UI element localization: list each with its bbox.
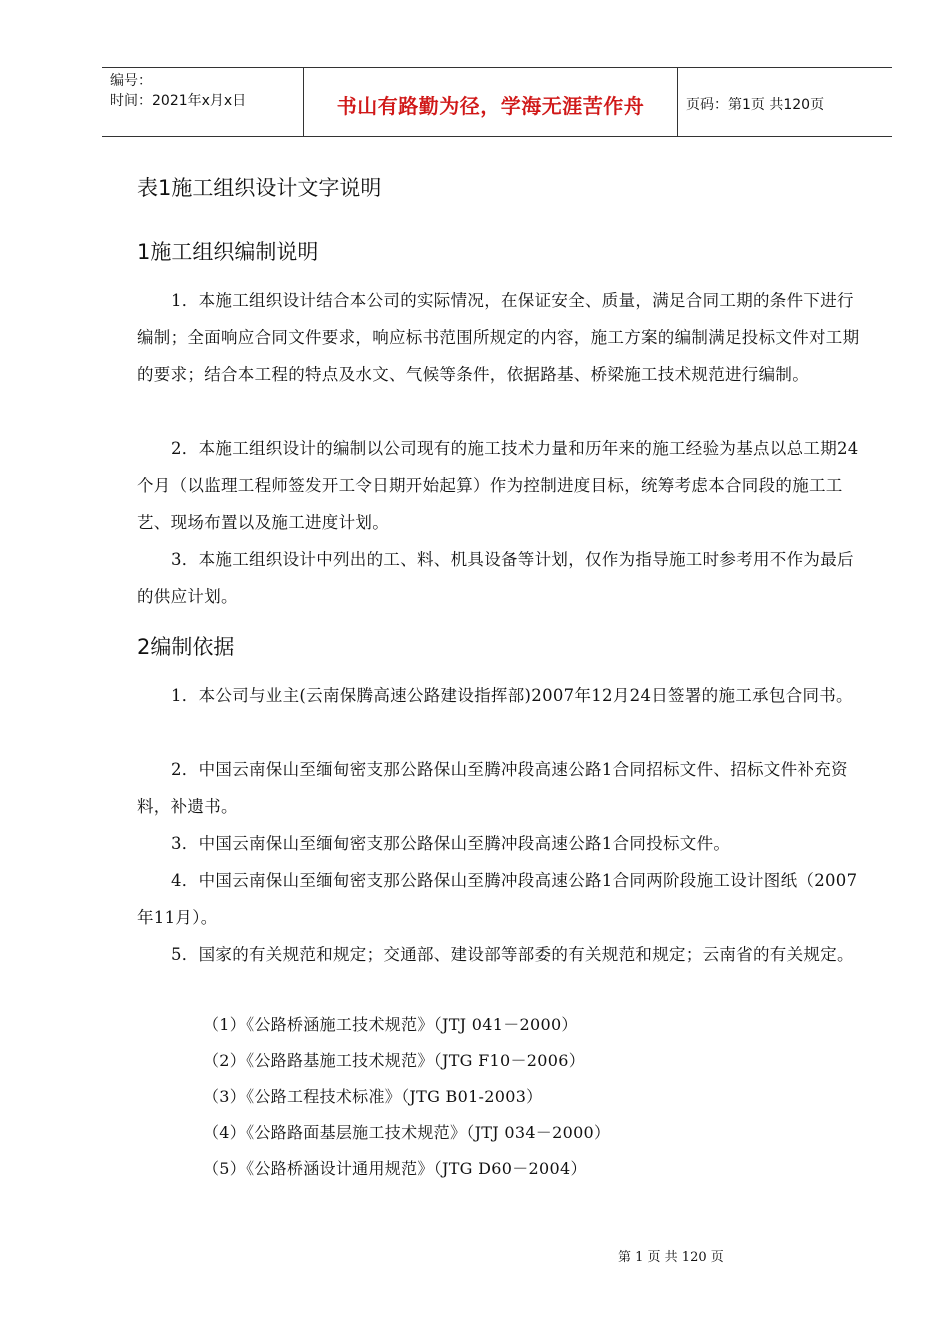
header-motto-cell [304, 68, 678, 136]
reference-item: （5）《公路桥涵设计通用规范》（JTG D60－2004） [203, 1159, 587, 1178]
motto-text: 书山有路勤为径，学海无涯苦作舟 [336, 93, 645, 118]
reference-item: （2）《公路路基施工技术规范》（JTG F10－2006） [203, 1051, 586, 1070]
reference-item: （4）《公路路面基层施工技术规范》（JTJ 034－2000） [203, 1123, 611, 1142]
paragraph: 1．本公司与业主(云南保腾高速公路建设指挥部)2007年12月24日签署的施工承包合同书。 [171, 686, 853, 705]
document-title: 表1施工组织设计文字说明 [137, 176, 382, 200]
paragraph: 3．中国云南保山至缅甸密支那公路保山至腾冲段高速公路1合同投标文件。 [171, 834, 731, 853]
section-heading-1: 1施工组织编制说明 [137, 240, 319, 264]
page-number-label: 页码：第1页 共120页 [686, 97, 825, 113]
reference-item: （3）《公路工程技术标准》（JTG B01-2003） [203, 1087, 543, 1106]
date-label: 时间：2021年x月x日 [110, 93, 247, 109]
footer-page-number: 第 1 页 共 120 页 [618, 1250, 724, 1265]
page-header-table [102, 67, 892, 137]
header-meta-cell [102, 68, 304, 136]
section-heading-2: 2编制依据 [137, 635, 235, 659]
paragraph: 3．本施工组织设计中列出的工、料、机具设备等计划，仅作为指导施工时参考用不作为最后的供应计划。 [137, 550, 854, 606]
paragraph: 5．国家的有关规范和规定；交通部、建设部等部委的有关规范和规定；云南省的有关规定。 [171, 945, 854, 964]
paragraph: 2．中国云南保山至缅甸密支那公路保山至腾冲段高速公路1合同招标文件、招标文件补充资料，补遗书。 [137, 760, 848, 816]
reference-item: （1）《公路桥涵施工技术规范》（JTJ 041－2000） [203, 1015, 578, 1034]
serial-number-label: 编号： [110, 73, 152, 89]
paragraph: 1．本施工组织设计结合本公司的实际情况，在保证安全、质量，满足合同工期的条件下进行编制；全面响应合同文件要求，响应标书范围所规定的内容，施工方案的编制满足投标文件对工期的要求；结合本工程的特点及水文、气候等条件，依据路基、桥梁施工技术规范进行编制。 [137, 291, 860, 384]
paragraph: 4．中国云南保山至缅甸密支那公路保山至腾冲段高速公路1合同两阶段施工设计图纸（2007年11月）。 [137, 871, 858, 927]
paragraph: 2．本施工组织设计的编制以公司现有的施工技术力量和历年来的施工经验为基点以总工期24个月（以监理工程师签发开工令日期开始起算）作为控制进度目标，统筹考虑本合同段的施工工艺、现场布置以及施工进度计划。 [137, 439, 859, 532]
header-page-cell [678, 68, 892, 136]
